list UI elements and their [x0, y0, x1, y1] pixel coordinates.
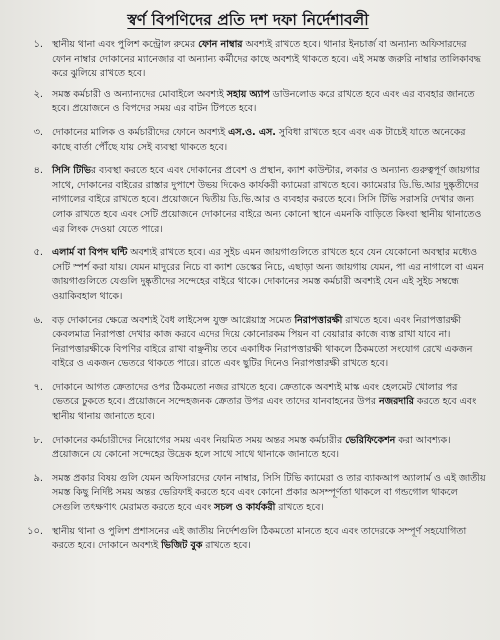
item-highlight: ফোন নাম্বার	[198, 39, 243, 50]
item-number: ৭.	[33, 381, 43, 393]
item-number: ৯.	[33, 472, 43, 484]
item-highlight: সিসি টিভি	[52, 165, 91, 177]
item-highlight: এস.ও. এস.	[228, 126, 276, 138]
notice-title	[10, 10, 486, 30]
instruction-item-3	[10, 126, 486, 155]
instruction-item-4	[10, 164, 486, 237]
item-highlight: নিরাপত্তারক্ষী	[294, 314, 343, 326]
item-highlight: নজরদারি	[379, 396, 414, 408]
item-highlight: সহায় অ্যাপ	[226, 88, 270, 100]
item-number: ৩.	[33, 126, 43, 138]
item-number: ১০.	[27, 525, 43, 537]
item-text: এলার্ম বা বিপদ ঘন্টি অবশ্যই রাখতে হবে। এর সুইচ এমন জায়গাগুলিতে রাখতে হবে যেন যেকোনো অবস্থার মধ্যেও সেটি স্পর্শ করা যায়। যেমন মাদুরের নিচে বা ক্যাশ ডেস্কের নিচে, এছাড়া অন্য জায়গায় যেমন, পা এর নাগালে বা এমন জায়গাগুলিতে যেগুলি দুষ্কৃতীদের সন্দেহের বাইরে থাকে। দোকানের সমস্ত কর্মচারী অবশ্যই যেন এই সুইচ সম্বন্ধে ওয়াকিবহাল থাকে।	[52, 247, 484, 302]
instruction-item-7	[10, 381, 486, 425]
instruction-item-10	[10, 525, 486, 554]
item-highlight: ভেরিফিকেশন	[345, 434, 396, 446]
instruction-item-5	[10, 246, 486, 304]
item-number: ৫.	[33, 247, 43, 259]
instruction-item-6	[10, 314, 486, 372]
instruction-item-9	[10, 472, 486, 516]
item-text: স্থানীয় থানা এবং পুলিশ কন্ট্রোল রুমের ফোন নাম্বার অবশ্যই রাখতে হবে। থানার ইনচার্জ বা অন্যান্য অফিসারদের ফোন নাম্বার দোকানের ম্যানেজার বা অন্যান্য কর্মীদের কাছে অবশ্যই থাকতে হবে। এই সমস্ত জরুরি নাম্বার তালিকাবদ্ধ করে ঝুলিয়ে রাখতে হবে।	[52, 39, 481, 80]
notice-title-text: স্বর্ণ বিপণিদের প্রতি দশ দফা নির্দেশাবলী	[127, 11, 369, 29]
item-text: দোকানে আগত ক্রেতাদের ওপর ঠিকমতো নজর রাখতে হবে। ক্রেতাকে অবশ্যই মাস্ক এবং হেলমেট খোলার পর ভেতরে ঢুকতে হবে। প্রয়োজনে সন্দেহজনক ক্রেতার উপর এবং তাদের যানবাহনের উপর নজরদারি করতে হবে এবং স্থানীয় থানায় জানাতে হবে।	[52, 381, 477, 423]
item-highlight: সচল ও কার্যকরী	[214, 502, 276, 514]
item-text: সিসি টিভির ব্যবস্থা করতে হবে এবং দোকানের প্রবেশ ও প্রস্থান, ক্যাশ কাউন্টার, লকার ও অন্যান্য গুরুত্বপূর্ণ জায়গার সাথে, দোকানের বাইরের রাস্তার দুপাশে উভয় দিকেও কার্যকরী ক্যামেরা রাখতে হবে। ক্যামেরার ডি.ভি.আর দুষ্কৃতীদের নাগালের বাইরে রাখতে হবে। প্রয়োজনে দ্বিতীয় ডি.ভি.আর ও ব্যবহার করতে হবে। সিসি টিভি সরাসরি দেখার জন্য লোক রাখতে হবে এবং সেটি প্রয়োজনে দোকানের বাইরে অন্য কোনো স্থানে এমনকি বাড়িতে কিংবা স্থানীয় থানাতেও এর লিংক দেওয়া যেতে পারে।	[52, 165, 482, 235]
instruction-item-1	[10, 38, 486, 82]
item-highlight: এলার্ম বা বিপদ ঘন্টি	[52, 247, 128, 259]
instruction-item-8	[10, 434, 486, 463]
item-text: বড় দোকানের ক্ষেত্রে অবশ্যই বৈধ লাইসেন্স যুক্ত আগ্নেয়াস্ত্র সমেত নিরাপত্তারক্ষী রাখতে হবে। এবং নিরাপত্তারক্ষী কেবলমাত্র নিরাপত্তা দেখার কাজ করবে এদের দিয়ে কোনোরকম পিয়ন বা বেয়ারার কাজে ব্যস্ত রাখা যাবে না। নিরাপত্তারক্ষীকে বিপণির বাইরে রাখা বাঞ্ছনীয় তবে একাধিক নিরাপত্তারক্ষী থাকলে ঠিকমতো সংযোগ রেখে একজন বাইরে ও একজন ভেতরে থাকতে পারে। রাতে এবং ছুটির দিনেও নিরাপত্তারক্ষী রাখতে হবে।	[52, 314, 473, 370]
item-text: স্থানীয় থানা ও পুলিশ প্রশাসনের এই জাতীয় নির্দেশগুলি ঠিকমতো মানতে হবে এবং তাদেরকে সম্পূর্ণ সহযোগিতা করতে হবে। দোকানে অবশ্যই ভিজিট বুক রাখতে হবে।	[52, 525, 467, 552]
item-text: দোকানের কর্মচারীদের নিয়োগের সময় এবং নিয়মিত সময় অন্তর সমস্ত কর্মচারীর ভেরিফিকেশন করা আবশ্যক। প্রয়োজনে যে কোনো সন্দেহের উদ্রেক হলে সাথে সাথে থানাকে জানাতে হবে।	[52, 434, 451, 461]
item-number: ৬.	[33, 314, 43, 326]
item-text: দোকানের মালিক ও কর্মচারীদের ফোনে অবশ্যই এস.ও. এস. সুবিধা রাখতে হবে এবং এক টাচেই যাতে অনেকের কাছে বার্তা পৌঁছে যায় সেই ব্যবস্থা থাকতে হবে।	[52, 126, 466, 153]
instruction-item-2	[10, 88, 486, 117]
instruction-list	[10, 38, 486, 554]
item-number: ২.	[33, 88, 43, 100]
item-text: সমস্ত প্রকার বিষয় গুলি যেমন অফিসারদের ফোন নাম্বার, সিসি টিভি ক্যামেরা ও তার ব্যাকআপ অ্যালার্ম ও এই জাতীয় সমস্ত কিছু নির্দিষ্ট সময় অন্তর ভেরিফাই করতে হবে এবং কোনো প্রকার অসম্পূর্ণতা থাকলে বা গন্ডগোল থাকলে সেগুলি তৎক্ষণাৎ মেরামত করতে হবে এবং সচল ও কার্যকরী রাখতে হবে।	[52, 472, 486, 514]
item-number: ৪.	[33, 165, 43, 177]
item-text: সমস্ত কর্মচারী ও অন্যান্যদের মোবাইলে অবশ্যই সহায় অ্যাপ ডাউনলোড করে রাখতে হবে এবং এর ব্যবহার জানতে হবে। প্রয়োজনে ও বিপদের সময় এর বাটন টিপতে হবে।	[52, 88, 475, 115]
item-highlight: ভিজিট বুক	[161, 540, 203, 552]
item-number: ১.	[33, 39, 43, 50]
item-number: ৮.	[33, 434, 43, 446]
